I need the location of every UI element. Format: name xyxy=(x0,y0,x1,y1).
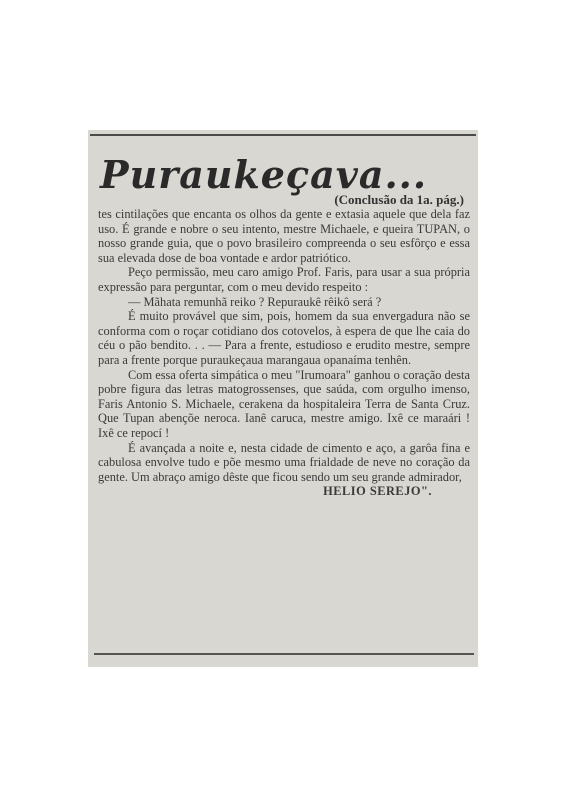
paragraph-1: tes cintilações que encanta os olhos da gente e extasia aquele que dela faz uso. É grande e nobre o seu intento, mestre Michaele, e queira TUPAN, o nosso grande guia, que o povo brasileiro compreenda o seu esfôrço e essa sua elevada dose de boa vontade e ardor patriótico. xyxy=(98,207,470,265)
bottom-rule xyxy=(94,653,474,655)
paragraph-6: É avançada a noite e, nesta cidade de cimento e aço, a garôa fina e cabulosa envolve tudo e põe mesmo uma frialdade de neve no coração da gente. Um abraço amigo dêste que ficou sendo um seu grande admirador, xyxy=(98,440,470,484)
paragraph-4: É muito provável que sim, pois, homem da sua envergadura não se conforma com o roçar cotidiano dos cotovelos, à espera de que lhe caia do céu o pão bendito. . . — Para a frente, estudioso e erudito mestre, sempre para a frente porque puraukeçaua marangaua opanaíma tenhên. xyxy=(98,309,470,367)
paragraph-3: — Mãhata remunhã reiko ? Repuraukê rêikô será ? xyxy=(128,294,382,309)
article-subtitle: (Conclusão da 1a. pág.) xyxy=(334,192,464,207)
newspaper-clipping xyxy=(88,130,478,667)
article-title: Puraukeçava... xyxy=(100,152,428,197)
author-signature: HELIO SEREJO". xyxy=(323,484,432,499)
paragraph-5: Com essa oferta simpática o meu "Irumoara" ganhou o coração desta pobre figura das letras matogrossenses, que saúda, com orgulho imenso, Faris Antonio S. Michaele, cerakena da hospitaleira Terra de Santa Cruz. Que Tupan abençõe neroca. Ianê caruca, mestre amigo. Ixê ce maraári ! Ixê ce repocí ! xyxy=(98,367,470,440)
article-body xyxy=(98,207,470,499)
top-rule xyxy=(90,134,476,136)
paragraph-2: Peço permissão, meu caro amigo Prof. Faris, para usar a sua própria expressão para perguntar, com o meu devido respeito : xyxy=(98,265,470,294)
